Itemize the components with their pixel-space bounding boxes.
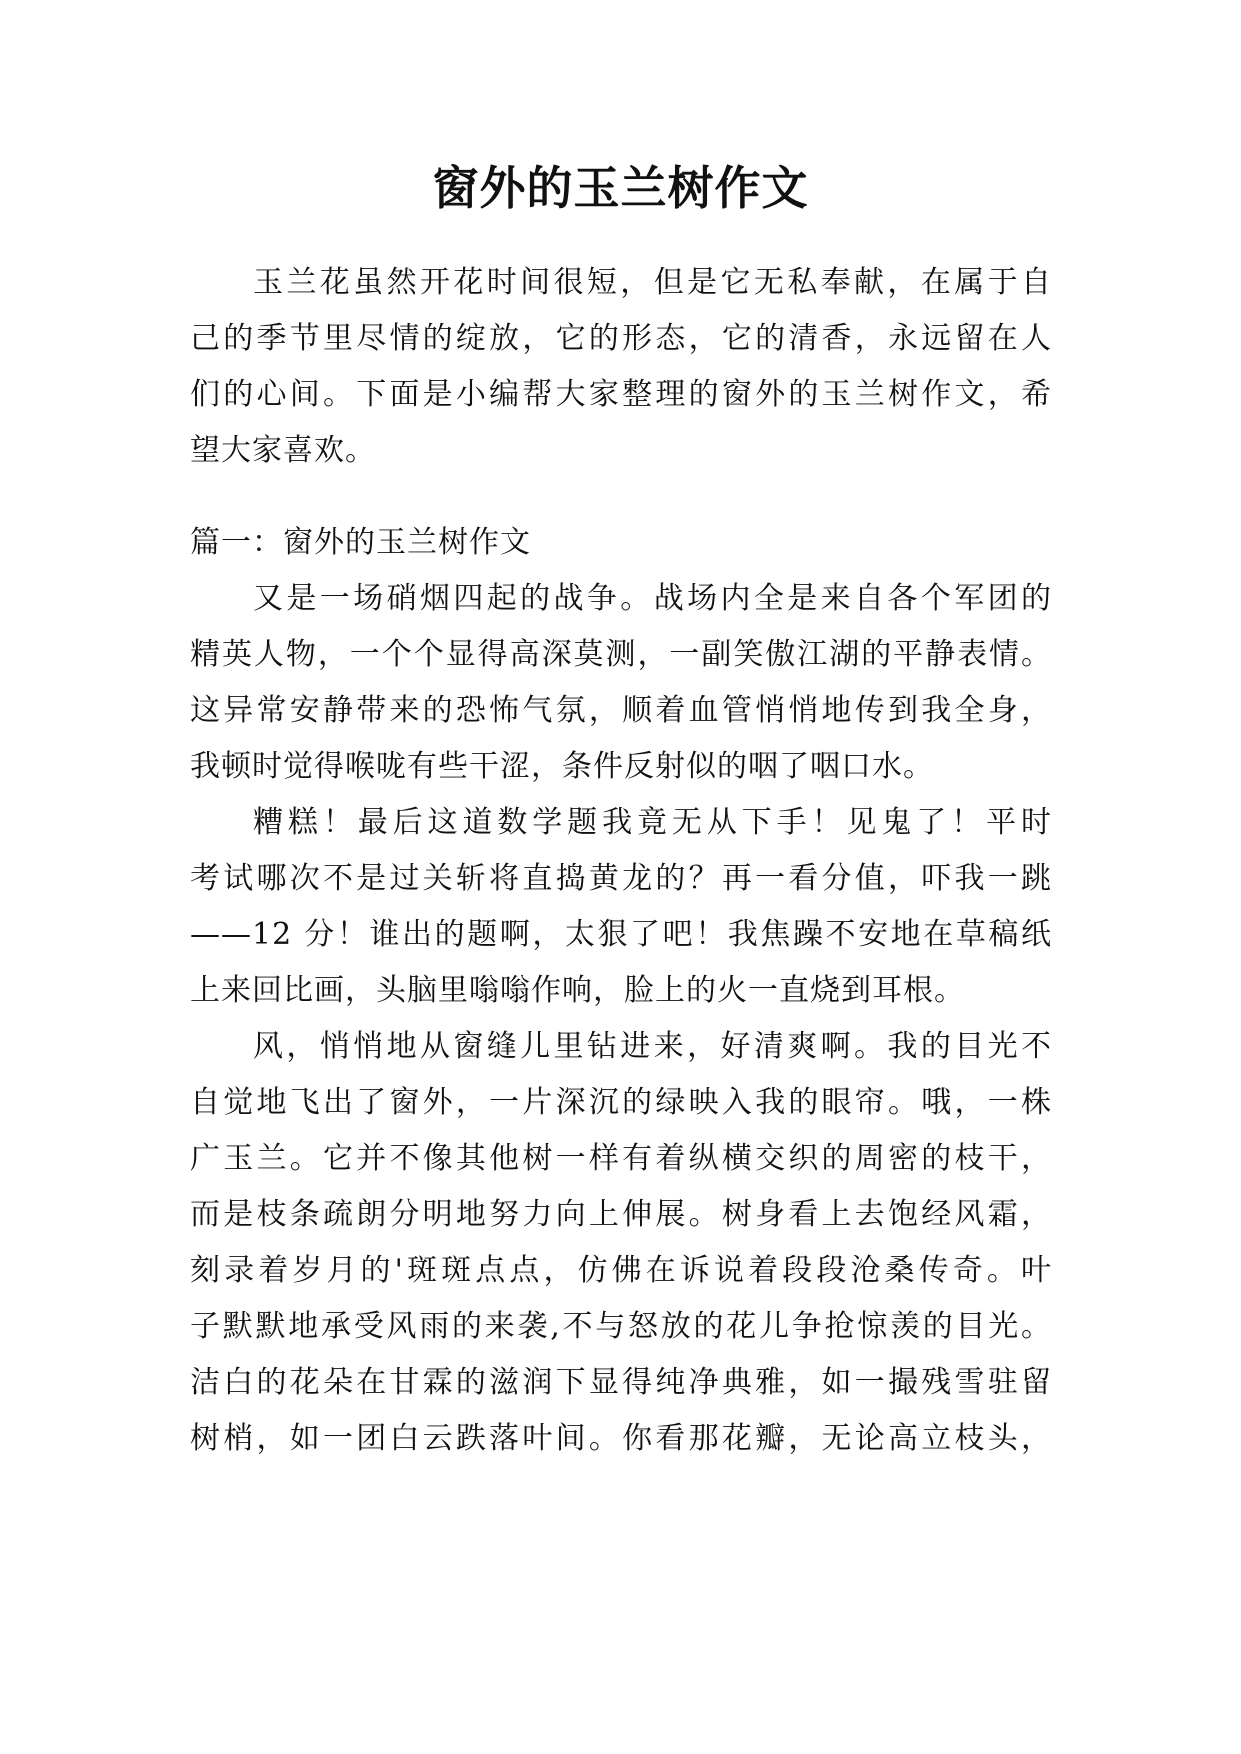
paragraph-line: 广玉兰。它并不像其他树一样有着纵横交织的周密的枝干， <box>190 1141 1052 1176</box>
intro-line: 玉兰花虽然开花时间很短，但是它无私奉献，在属于自 <box>253 265 1052 300</box>
paragraph-line: 精英人物，一个个显得高深莫测，一副笑傲江湖的平静表情。 <box>190 637 1052 672</box>
paragraph-line: 又是一场硝烟四起的战争。战场内全是来自各个军团的 <box>253 581 1052 616</box>
paragraph-line: 自觉地飞出了窗外，一片深沉的绿映入我的眼帘。哦，一株 <box>190 1085 1052 1120</box>
paragraph-line: 风，悄悄地从窗缝儿里钻进来，好清爽啊。我的目光不 <box>253 1029 1052 1064</box>
paragraph-line: 糟糕！最后这道数学题我竟无从下手！见鬼了！平时 <box>253 805 1052 840</box>
paragraph-line: 上来回比画，头脑里嗡嗡作响，脸上的火一直烧到耳根。 <box>190 973 965 1008</box>
intro-line: 望大家喜欢。 <box>190 433 376 468</box>
paragraph-line: 树梢，如一团白云跌落叶间。你看那花瓣，无论高立枝头， <box>190 1421 1052 1456</box>
paragraph-line: 子默默地承受风雨的来袭,不与怒放的花儿争抢惊羡的目光。 <box>190 1309 1052 1344</box>
paragraph-line: 这异常安静带来的恐怖气氛，顺着血管悄悄地传到我全身， <box>190 693 1052 728</box>
paragraph-line: 而是枝条疏朗分明地努力向上伸展。树身看上去饱经风霜， <box>190 1197 1052 1232</box>
paragraph-line: 洁白的花朵在甘霖的滋润下显得纯净典雅，如一撮残雪驻留 <box>190 1365 1052 1400</box>
section-heading: 篇一：窗外的玉兰树作文 <box>190 525 531 560</box>
intro-line: 己的季节里尽情的绽放，它的形态，它的清香，永远留在人 <box>190 321 1052 356</box>
paragraph-line: 我顿时觉得喉咙有些干涩，条件反射似的咽了咽口水。 <box>190 749 934 784</box>
paragraph-line: 考试哪次不是过关斩将直捣黄龙的？再一看分值，吓我一跳 <box>190 861 1052 896</box>
paragraph-line: 刻录着岁月的'斑斑点点，仿佛在诉说着段段沧桑传奇。叶 <box>190 1253 1052 1288</box>
paragraph-line: ——12 分！谁出的题啊，太狠了吧！我焦躁不安地在草稿纸 <box>190 917 1052 952</box>
intro-line: 们的心间。下面是小编帮大家整理的窗外的玉兰树作文，希 <box>190 377 1052 412</box>
document-title: 窗外的玉兰树作文 <box>432 161 809 215</box>
